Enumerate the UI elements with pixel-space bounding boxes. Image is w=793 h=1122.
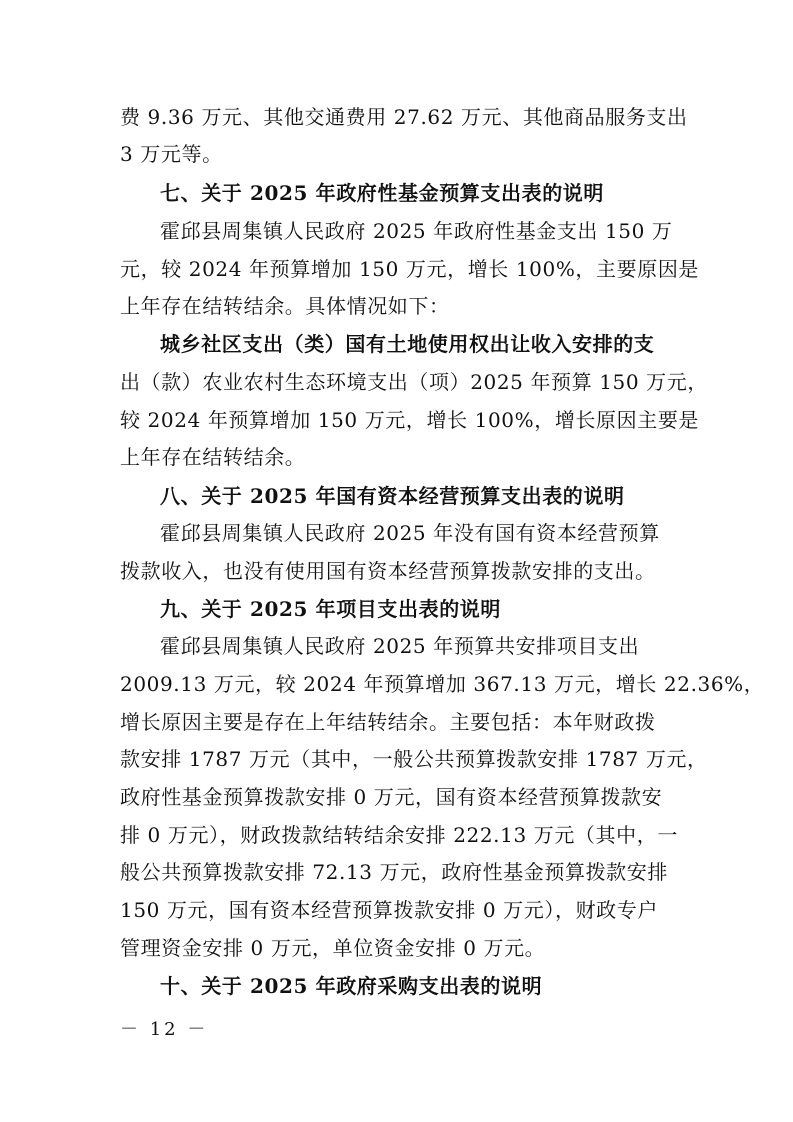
paragraph-line: 2009.13 万元，较 2024 年预算增加 367.13 万元，增长 22.36%，	[120, 672, 765, 696]
paragraph-line: 3 万元等。	[120, 142, 223, 166]
paragraph-line: 政府性基金预算拨款安排 0 万元，国有资本经营预算拨款安	[120, 785, 663, 809]
paragraph-line: 元，较 2024 年预算增加 150 万元，增长 100%，主要原因是	[120, 257, 700, 281]
paragraph-line: 管理资金安排 0 万元，单位资金安排 0 万元。	[120, 936, 546, 960]
paragraph-line: 上年存在结转结余。	[120, 445, 306, 469]
paragraph-line: 款安排 1787 万元（其中，一般公共预算拨款安排 1787 万元，	[120, 747, 708, 771]
section-heading: 十、关于 2025 年政府采购支出表的说明	[160, 974, 543, 998]
paragraph-line: 增长原因主要是存在上年结转结余。主要包括：本年财政拨	[120, 710, 656, 734]
section-heading: 九、关于 2025 年项目支出表的说明	[160, 597, 501, 621]
paragraph-line: 般公共预算拨款安排 72.13 万元，政府性基金预算拨款安排	[120, 860, 668, 884]
paragraph-line: 费 9.36 万元、其他交通费用 27.62 万元、其他商品服务支出	[120, 105, 688, 129]
paragraph-line: 拨款收入，也没有使用国有资本经营预算拨款安排的支出。	[120, 559, 656, 583]
paragraph-line: 上年存在结转结余。具体情况如下：	[120, 294, 450, 318]
section-heading: 八、关于 2025 年国有资本经营预算支出表的说明	[160, 484, 625, 508]
paragraph-line: 霍邱县周集镇人民政府 2025 年政府性基金支出 150 万	[160, 219, 673, 243]
paragraph-line: 出（款）农业农村生态环境支出（项）2025 年预算 150 万元，	[120, 370, 708, 394]
bold-paragraph-line: 城乡社区支出（类）国有土地使用权出让收入安排的支	[160, 332, 655, 356]
paragraph-line: 排 0 万元），财政拨款结转结余安排 222.13 万元（其中，一	[120, 823, 678, 847]
paragraph-line: 150 万元，国有资本经营预算拨款安排 0 万元），财政专户	[120, 898, 658, 922]
paragraph-line: 较 2024 年预算增加 150 万元，增长 100%，增长原因主要是	[120, 408, 700, 432]
paragraph-line: 霍邱县周集镇人民政府 2025 年没有国有资本经营预算	[160, 521, 660, 545]
section-heading: 七、关于 2025 年政府性基金预算支出表的说明	[160, 181, 604, 205]
paragraph-line: 霍邱县周集镇人民政府 2025 年预算共安排项目支出	[160, 634, 640, 658]
page-number: － 12 －	[120, 1019, 209, 1040]
